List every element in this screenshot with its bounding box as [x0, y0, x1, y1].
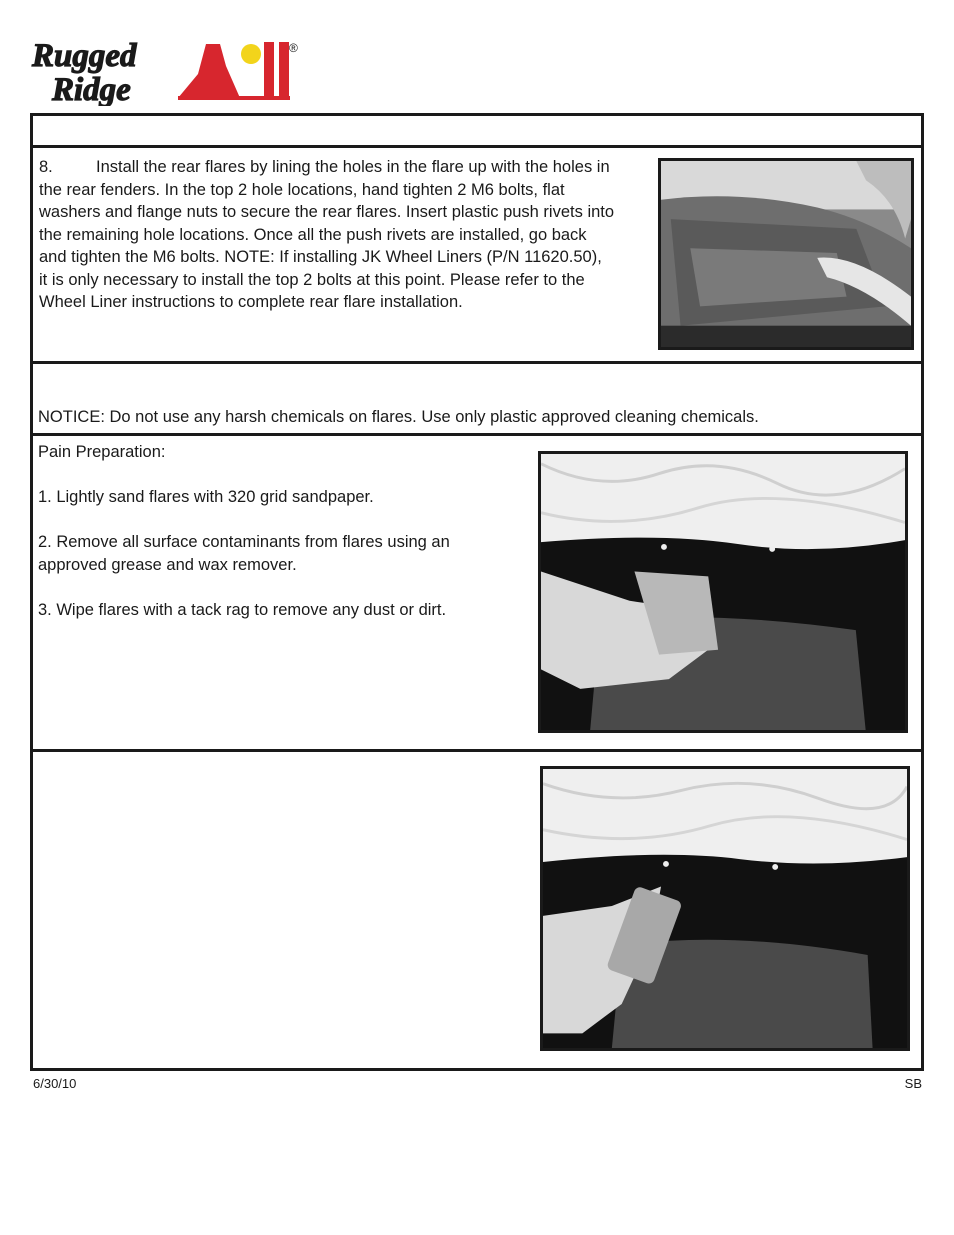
- prep-step-1: 1. Lightly sand flares with 320 grid sandpaper.: [38, 488, 374, 506]
- step-number: 8.: [39, 158, 53, 176]
- divider: [33, 433, 921, 436]
- divider: [33, 361, 921, 364]
- paint-prep-text: Pain Preparation: 1. Lightly sand flares with 320 grid sandpaper. 2. Remove all surface contaminants from flares using an approved grease and wax remover. 3. Wipe flares with a tack rag to remove any dust or dirt.: [38, 441, 518, 621]
- svg-text:Ridge: Ridge: [52, 72, 131, 106]
- sanding-photo: [538, 451, 908, 733]
- footer-initials: SB: [904, 1076, 922, 1091]
- instructions-frame: [30, 113, 924, 1071]
- fender-install-photo: [658, 158, 914, 350]
- rugged-ridge-logo: [30, 36, 310, 106]
- footer-date: 6/30/10: [33, 1076, 77, 1091]
- prep-step-3: 3. Wipe flares with a tack rag to remove any dust or dirt.: [38, 600, 447, 619]
- registered-mark: ®: [289, 41, 298, 55]
- degreaser-spray-photo: [540, 766, 910, 1051]
- svg-text:Rugged: Rugged: [32, 38, 137, 74]
- step-8-text: 8. Install the rear flares by lining the holes in the flare up with the holes in the rear fenders. In the top 2 hole locations, hand tighten 2 M6 bolts, flat washers and flange nuts to secure the rear flares. Insert plastic push rivets into the remaining hole locations. Once all the push rivets are installed, go back and tighten the M6 bolts. NOTE: If installing JK Wheel Liners (P/N 11620.50), it is only necessary to install the top 2 bolts at this point. Please refer to the Wheel Liner instructions to complete rear flare installation.: [39, 158, 615, 311]
- divider: [33, 749, 921, 752]
- notice-text: NOTICE: Do not use any harsh chemicals on flares. Use only plastic approved cleaning chemicals.: [38, 408, 759, 426]
- prep-step-2: 2. Remove all surface contaminants from flares using an: [38, 533, 450, 551]
- paint-prep-heading: Pain Preparation:: [38, 443, 166, 461]
- divider: [33, 145, 921, 148]
